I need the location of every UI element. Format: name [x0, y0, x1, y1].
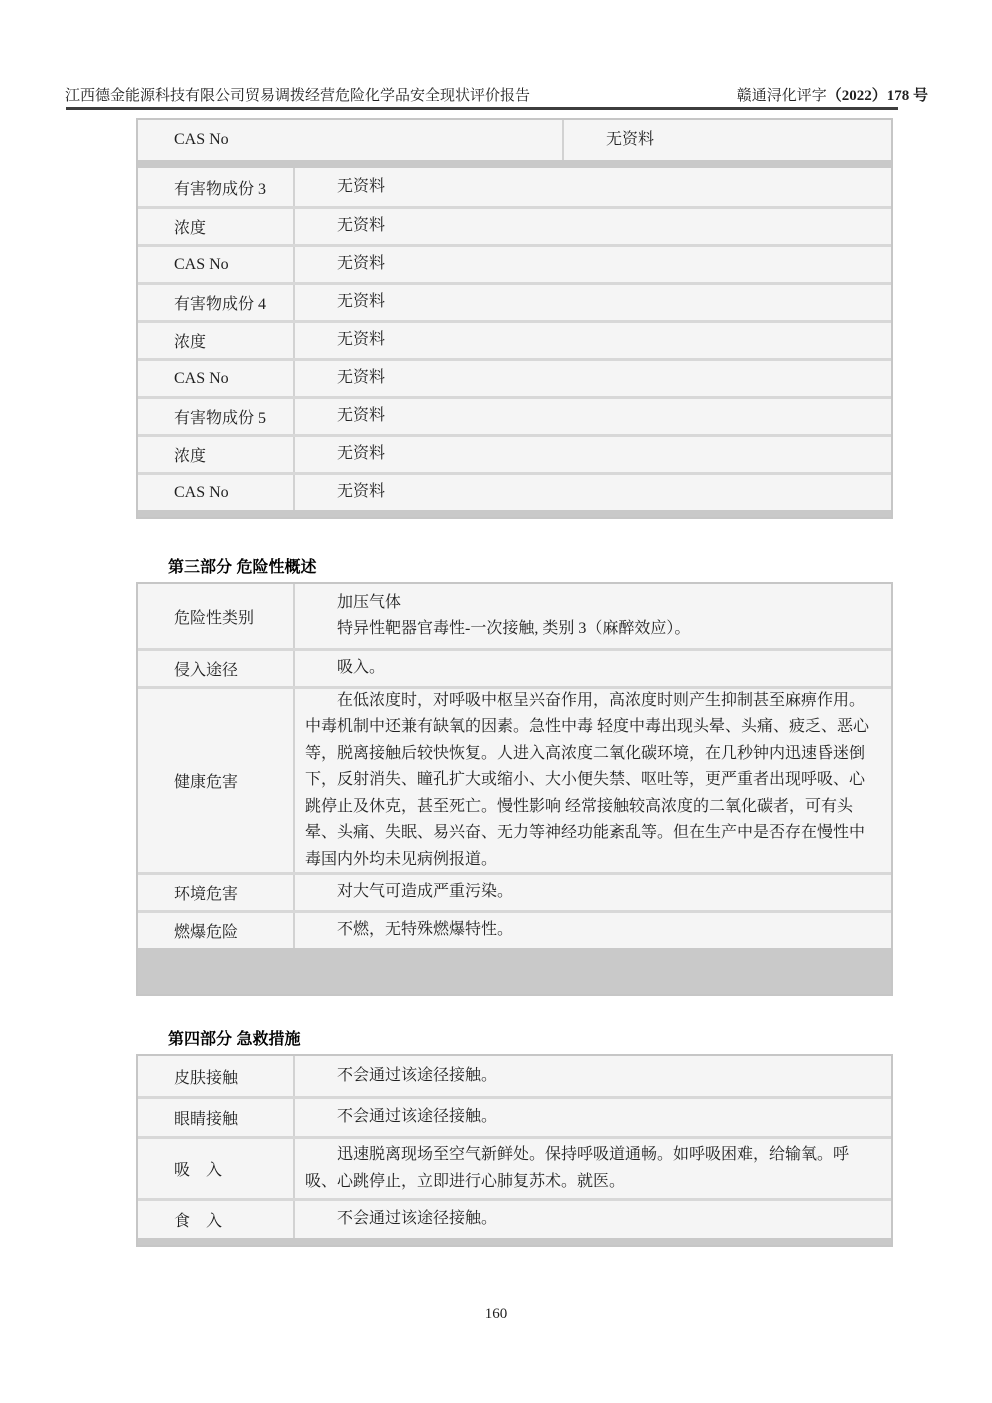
row-value	[293, 209, 891, 244]
header-doc-number-bold: （2022）178 号	[826, 88, 928, 104]
row-value-line: 加压气体	[337, 593, 402, 611]
row-value	[293, 689, 891, 872]
header-rule	[66, 107, 898, 110]
row-label: 吸 入	[174, 1162, 223, 1179]
empty-gray-block	[138, 948, 891, 994]
table-row	[138, 1096, 891, 1136]
row-value-text: 无资料	[337, 217, 386, 235]
row-label: CAS No	[174, 369, 229, 387]
row-value	[293, 247, 891, 282]
row-value-text: 无资料	[337, 331, 386, 349]
table-row	[138, 584, 891, 648]
table-row	[138, 168, 891, 206]
row-value	[293, 875, 891, 910]
row-value	[293, 475, 891, 510]
table-row	[138, 206, 891, 244]
row-label: 有害物成份 3	[174, 180, 267, 198]
row-label: 浓度	[174, 220, 207, 237]
table-row	[138, 320, 891, 358]
first-aid-table	[136, 1054, 893, 1247]
table-row	[138, 282, 891, 320]
row-value-text: 迅速脱离现场至空气新鲜处。保持呼吸道通畅。如呼吸困难，给输氧。呼吸、心跳停止，立即进行心肺复苏术。就医。	[305, 1146, 850, 1190]
row-value-text: 吸入。	[337, 659, 386, 677]
row-value-text: 不燃，无特殊燃爆特性。	[337, 921, 514, 939]
hazard-overview-table	[136, 582, 893, 996]
row-value	[293, 168, 891, 206]
table-row	[138, 648, 891, 686]
row-label: CAS No	[174, 483, 229, 501]
row-label: 有害物成份 5	[174, 410, 267, 427]
row-value	[293, 285, 891, 320]
row-label: CAS No	[174, 255, 229, 273]
row-label: 浓度	[174, 334, 207, 351]
row-label: 眼睛接触	[174, 1111, 239, 1128]
table-row	[138, 396, 891, 434]
row-label: 环境危害	[174, 886, 239, 903]
row-label: 健康危害	[174, 774, 239, 791]
row-value	[293, 651, 891, 686]
row-label: 危险性类别	[174, 609, 255, 627]
row-label: 侵入途径	[174, 662, 239, 679]
cas-and-components-table	[136, 118, 893, 519]
table-bottom-band	[138, 1238, 891, 1245]
section-4-heading: 第四部分 急救措施	[168, 1031, 301, 1048]
row-value	[293, 437, 891, 472]
row-value-text: 无资料	[337, 255, 386, 273]
row-value-text: 无资料	[337, 445, 386, 463]
row-value-text: 无资料	[337, 177, 386, 195]
row-value-text: 对大气可造成严重污染。	[337, 883, 514, 901]
page-number: 160	[484, 1306, 508, 1322]
table-separator-band	[138, 160, 891, 168]
section-3-heading: 第三部分 危险性概述	[168, 559, 317, 576]
row-label: 有害物成份 4	[174, 296, 267, 313]
row-value	[293, 1139, 891, 1198]
row-value	[293, 1201, 891, 1238]
page-header	[65, 84, 928, 105]
table-row	[138, 244, 891, 282]
row-value	[293, 1099, 891, 1136]
row-value-text: 无资料	[606, 130, 655, 148]
row-label: 浓度	[174, 448, 207, 465]
row-value	[293, 323, 891, 358]
row-label: 食 入	[174, 1213, 223, 1230]
table-row	[138, 120, 891, 160]
table-row	[138, 872, 891, 910]
header-report-title: 江西德金能源科技有限公司贸易调拨经营危险化学品安全现状评价报告	[65, 88, 531, 104]
row-value-text: 在低浓度时，对呼吸中枢呈兴奋作用，高浓度时则产生抑制甚至麻痹作用。中毒机制中还兼有缺氧的因素。急性中毒 轻度中毒出现头晕、头痛、疲乏、恶心等，脱离接触后较快恢复。人进入高浓度二氧化碳环境，在几秒钟内迅速昏迷倒下，反射消失、瞳孔扩大或缩小、大小便失禁、呕吐等，更严重者出现呼吸、心跳停止及休克，甚至死亡。慢性影响 经常接触较高浓度的二氧化碳者，可有头晕、头痛、失眠、易兴奋、无力等神经功能紊乱等。但在生产中是否存在慢性中毒国内外均未见病例报道。	[305, 691, 870, 868]
table-row	[138, 1056, 891, 1096]
table-bottom-band	[138, 510, 891, 517]
row-value	[293, 1056, 891, 1096]
table-row	[138, 1198, 891, 1238]
table-row	[138, 472, 891, 510]
row-value	[293, 913, 891, 948]
row-value-text: 无资料	[337, 293, 386, 311]
table-row	[138, 434, 891, 472]
row-value-text: 不会通过该途径接触。	[337, 1210, 498, 1228]
row-label: 皮肤接触	[174, 1069, 239, 1087]
row-value-text: 无资料	[337, 369, 386, 387]
row-value-text: 无资料	[337, 407, 386, 425]
header-document-number	[737, 84, 928, 105]
row-value-text: 不会通过该途径接触。	[337, 1066, 498, 1084]
row-value-line: 特异性靶器官毒性-一次接触, 类别 3（麻醉效应）。	[337, 620, 691, 637]
table-row	[138, 910, 891, 948]
row-value	[293, 361, 891, 396]
row-value-text: 不会通过该途径接触。	[337, 1108, 498, 1126]
header-doc-number-prefix: 赣通浔化评字	[736, 88, 827, 104]
row-value	[293, 584, 891, 648]
table-row	[138, 1136, 891, 1198]
row-value	[293, 399, 891, 434]
table-row	[138, 686, 891, 872]
row-label: 燃爆危险	[174, 924, 239, 941]
row-label: CAS No	[174, 131, 229, 148]
table-row	[138, 358, 891, 396]
row-value-text: 无资料	[337, 483, 386, 501]
row-value	[562, 120, 891, 160]
